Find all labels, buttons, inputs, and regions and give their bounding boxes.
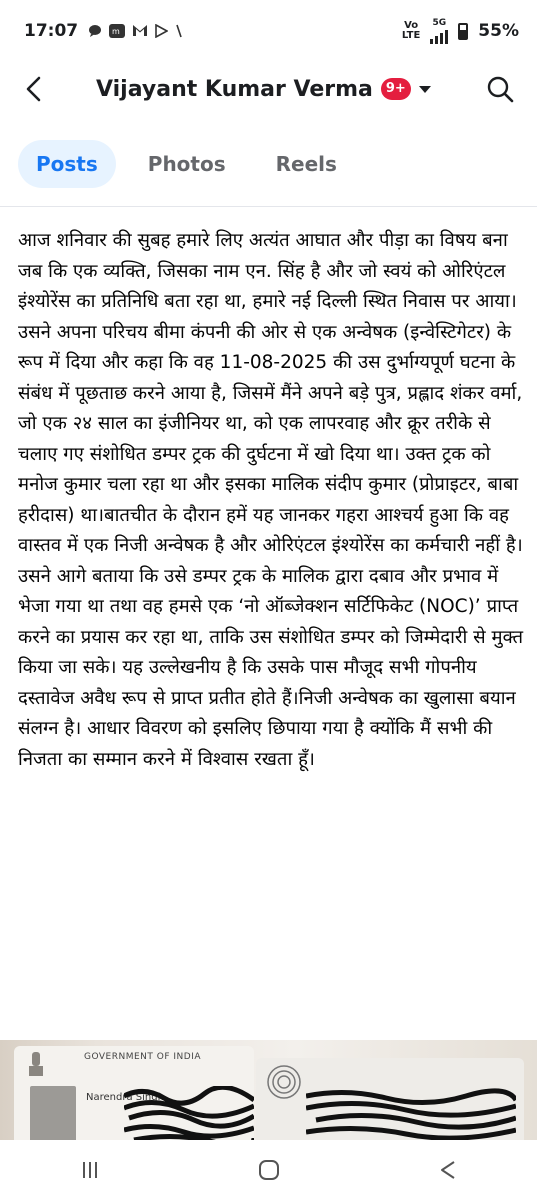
status-right	[402, 19, 519, 44]
tab-posts[interactable]: Posts	[18, 140, 116, 188]
tab-photos[interactable]: Photos	[147, 152, 226, 176]
back-arrow-icon[interactable]	[22, 77, 46, 101]
app-logo-icon	[109, 24, 125, 38]
volte-bottom: LTE	[401, 30, 421, 41]
govt-label: GOVERNMENT OF INDIA	[84, 1052, 202, 1062]
status-time: 17:07	[24, 21, 79, 41]
gmail-icon	[132, 24, 148, 37]
volte-top: Vo	[404, 20, 419, 31]
redaction-scribble-right	[306, 1088, 516, 1140]
network-gen: 5G	[432, 17, 447, 28]
chat-bubble-icon	[88, 24, 102, 38]
svg-text:m: m	[112, 27, 120, 36]
home-icon[interactable]	[249, 1150, 289, 1190]
notification-badge: 9+	[381, 78, 411, 100]
status-bar	[0, 0, 537, 62]
volte-label	[402, 21, 420, 41]
signal-icon	[430, 28, 448, 44]
battery-icon	[458, 23, 468, 40]
redaction-scribble	[124, 1086, 254, 1140]
status-left	[24, 21, 183, 41]
system-nav-bar	[0, 1140, 537, 1200]
profile-tabs	[0, 138, 537, 190]
card-photo	[30, 1086, 76, 1140]
profile-name[interactable]: Vijayant Kumar Verma	[96, 76, 373, 102]
post-photo[interactable]	[0, 1040, 537, 1140]
id-card-front	[14, 1046, 254, 1140]
caret-down-icon[interactable]	[419, 86, 431, 93]
recents-icon[interactable]	[70, 1150, 110, 1190]
profile-header	[0, 62, 537, 116]
play-store-icon	[155, 24, 168, 38]
emblem-icon	[26, 1050, 46, 1080]
tabs-divider	[0, 206, 537, 207]
tab-reels[interactable]: Reels	[275, 152, 337, 176]
slash-icon	[175, 24, 183, 38]
aadhaar-fingerprint-icon	[264, 1064, 304, 1100]
battery-percent: 55%	[478, 21, 519, 41]
nav-back-icon[interactable]	[428, 1150, 468, 1190]
post-text: आज शनिवार की सुबह हमारे लिए अत्यंत आघात और पीड़ा का विषय बना जब कि एक व्यक्ति, जिसका नाम एन. सिंह है और जो स्वयं को ओरिएंटल इंश्योरेंस का प्रतिनिधि बता रहा था, हमारे नई दिल्ली स्थित निवास पर आया। उसने अपना परिचय बीमा कंपनी की ओर से एक अन्वेषक (इन्वेस्टिगेटर) के रूप में दिया और कहा कि वह 11-08-2025 की उस दुर्भाग्यपूर्ण घटना के संबंध में पूछताछ करने आया है, जिसमें मैंने अपने बड़े पुत्र, प्रह्लाद शंकर वर्मा, जो एक २४ साल का इंजीनियर था, को एक लापरवाह और क्रूर तरीके से चलाए गए संशोधित डम्पर ट्रक की दुर्घटना में खो दिया था। उक्त ट्रक को मनोज कुमार चला रहा था और इसका मालिक संदीप कुमार (प्रोप्राइटर, बाबा हरीदास) था।बातचीत के दौरान हमें यह जानकर गहरा आश्चर्य हुआ कि वह वास्तव में एक निजी अन्वेषक है और ओरिएंटल इंश्योरेंस का कर्मचारी नहीं है। उसने आगे बताया कि उसे डम्पर ट्रक के मालिक द्वारा दबाव और प्रभाव में भेजा गया था तथा वह हमसे एक ‘नो ऑब्जेक्शन सर्टिफिकेट (NOC)’ प्राप्त करने का प्रयास कर रहा था, ताकि उस संशोधित डम्पर को जिम्मेदारी से मुक्त किया जा सके। यह उल्लेखनीय है कि उसके पास मौजूद सभी गोपनीय दस्तावेज अवैध रूप से प्राप्त प्रतीत होते हैं।निजी अन्वेषक का खुलासा बयान संलग्न है। आधार विवरण को इसलिए छिपाया गया है क्योंकि मैं सभी की निजता का सम्मान करने में विश्वास रखता हूँ।	[18, 230, 524, 770]
id-card-back	[256, 1058, 524, 1140]
search-icon[interactable]	[485, 74, 515, 104]
notification-icons	[88, 24, 183, 38]
card-name: Narendra Singh	[86, 1092, 164, 1103]
signal-group	[430, 19, 448, 44]
